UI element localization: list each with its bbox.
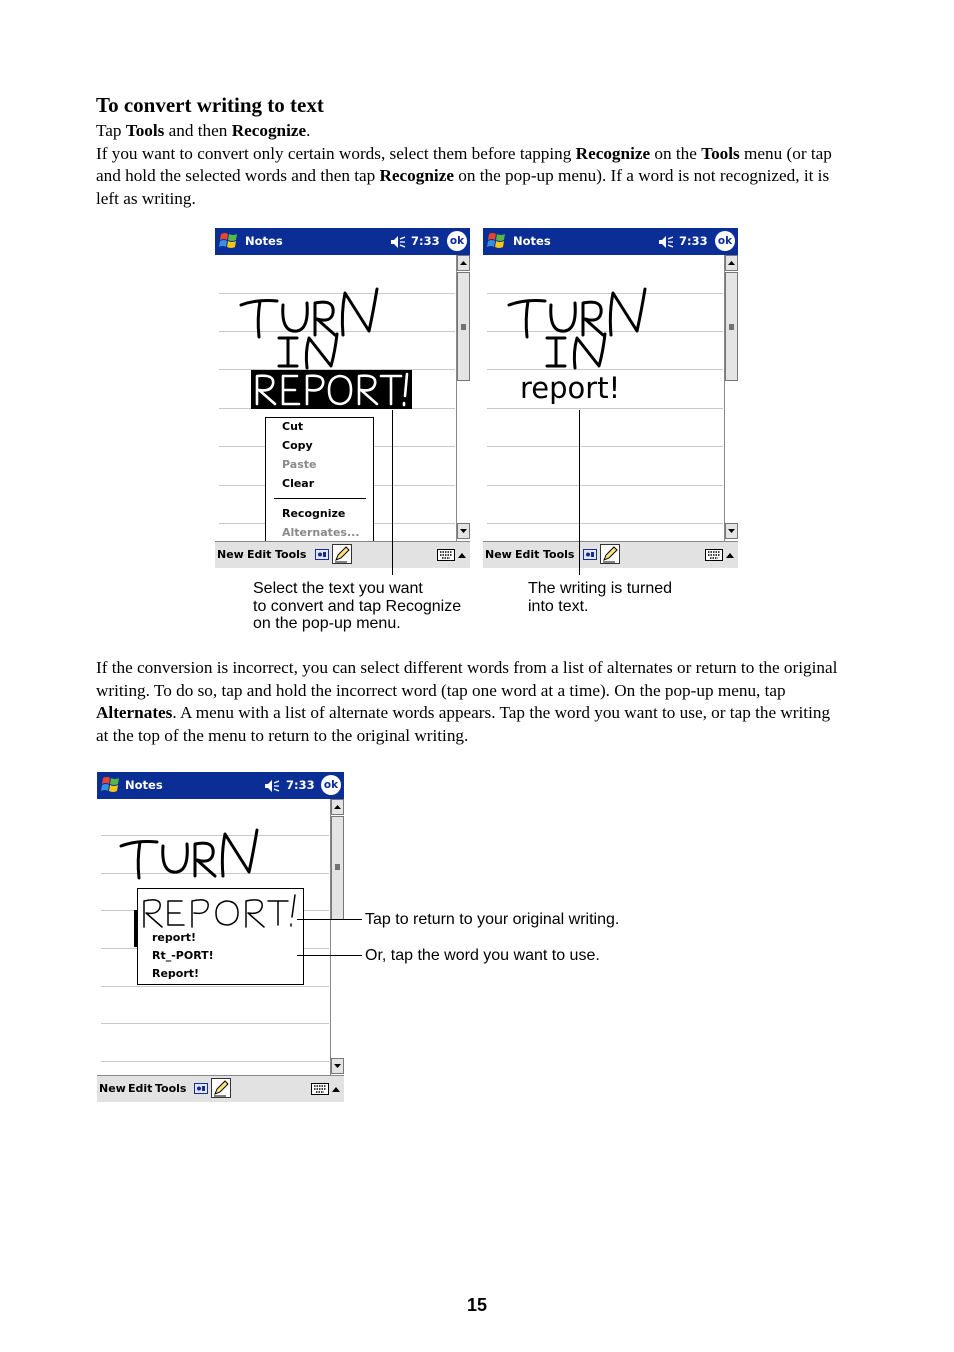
ruled-line <box>101 1023 329 1024</box>
input-selector-arrow-icon[interactable] <box>725 551 735 559</box>
speaker-icon[interactable] <box>390 235 406 249</box>
scroll-up-button[interactable] <box>457 255 470 271</box>
grip-icon <box>726 273 737 380</box>
page-number: 15 <box>466 1295 488 1315</box>
intro-paragraph <box>96 120 856 211</box>
title-bar <box>483 228 738 255</box>
screen-alternates <box>97 772 344 1102</box>
scroll-down-arrow-icon <box>332 1059 343 1073</box>
clock-time[interactable]: 7:33 <box>411 234 440 248</box>
menu-new[interactable]: New <box>485 548 512 561</box>
ruled-line <box>487 446 723 447</box>
scroll-thumb[interactable] <box>457 272 470 381</box>
menu-item-clear[interactable]: Clear <box>282 477 315 490</box>
leader-line <box>579 410 580 575</box>
handwriting-report-selected <box>251 370 412 409</box>
grip-icon <box>458 273 469 380</box>
selected-word-highlight[interactable] <box>251 370 412 409</box>
menu-separator <box>274 498 366 499</box>
menu-item-paste: Paste <box>282 458 317 471</box>
vertical-scrollbar[interactable] <box>330 799 344 1075</box>
screen-recognized-text <box>483 228 738 568</box>
title-bar <box>215 228 470 255</box>
scroll-down-arrow-icon <box>458 524 469 538</box>
callout-choose-word: Or, tap the word you want to use. <box>365 947 600 964</box>
alternates-paragraph: If the conversion is incorrect, you can select different words from a list of alternates or return to the original writing. To do so, tap and hold the incorrect word (tap one word at a time). On the pop-up menu, tap Alternates. A menu with a list of alternate words appears. Tap the word you want to use, or tap the writing at the top of the menu to return to the original writing. <box>96 658 838 746</box>
pen-icon <box>333 545 351 563</box>
clock-time[interactable]: 7:33 <box>286 778 315 792</box>
pen-icon <box>212 1079 230 1097</box>
menu-new[interactable]: New <box>99 1082 126 1095</box>
section-heading: To convert writing to text <box>96 93 324 117</box>
alternate-item[interactable]: Report! <box>152 967 200 980</box>
vertical-scrollbar[interactable] <box>724 255 738 541</box>
scroll-up-arrow-icon <box>332 800 343 814</box>
menu-edit[interactable]: Edit <box>247 548 272 561</box>
handwriting-report-original <box>140 891 300 931</box>
callout-line-1 <box>297 919 362 920</box>
popup-menu <box>265 417 374 543</box>
scroll-down-button[interactable] <box>331 1058 344 1074</box>
recording-icon[interactable] <box>583 549 597 560</box>
ok-button[interactable]: ok <box>321 775 341 795</box>
scroll-up-button[interactable] <box>725 255 738 271</box>
caption-select-text: Select the text you want to convert and tap Recognize on the pop-up menu. <box>253 580 462 632</box>
keyboard-icon[interactable] <box>437 549 455 561</box>
input-selector-arrow-icon[interactable] <box>331 1085 341 1093</box>
windows-start-icon[interactable] <box>217 231 241 252</box>
menu-edit[interactable]: Edit <box>128 1082 153 1095</box>
app-title: Notes <box>513 234 551 248</box>
windows-start-icon[interactable] <box>485 231 509 252</box>
menu-tools[interactable]: Tools <box>543 548 575 561</box>
menu-tools[interactable]: Tools <box>275 548 307 561</box>
recognized-text[interactable]: report! <box>520 371 621 405</box>
ruled-line <box>487 408 723 409</box>
scroll-down-arrow-icon <box>726 524 737 538</box>
handwriting-turn <box>115 824 265 890</box>
ok-button[interactable]: ok <box>715 231 735 251</box>
pen-icon <box>601 545 619 563</box>
intro-line-2: If you want to convert only certain words, select them before tapping Recognize on the Tools menu (or tap and hold the selected words and then tap Recognize on the pop-up menu). If a word is not recognized, it is left as writing. <box>96 143 832 209</box>
scroll-up-arrow-icon <box>726 256 737 270</box>
menu-edit[interactable]: Edit <box>515 548 540 561</box>
scroll-up-arrow-icon <box>458 256 469 270</box>
handwriting-in <box>275 332 345 372</box>
pen-button[interactable] <box>332 544 352 564</box>
ruled-line <box>101 1061 329 1062</box>
ok-button[interactable]: ok <box>447 231 467 251</box>
intro-line-1: Tap Tools and then Recognize. <box>96 121 311 140</box>
speaker-icon[interactable] <box>658 235 674 249</box>
title-bar <box>97 772 344 799</box>
pen-button[interactable] <box>211 1078 231 1098</box>
keyboard-icon[interactable] <box>705 549 723 561</box>
app-title: Notes <box>245 234 283 248</box>
menu-bar <box>215 541 470 568</box>
recording-icon[interactable] <box>315 549 329 560</box>
ruled-line <box>101 986 329 987</box>
menu-item-copy[interactable]: Copy <box>282 439 313 452</box>
ruled-line <box>487 523 723 524</box>
ruled-line <box>487 485 723 486</box>
vertical-scrollbar[interactable] <box>456 255 470 541</box>
grip-icon <box>332 817 343 919</box>
scroll-down-button[interactable] <box>725 523 738 539</box>
menu-bar <box>97 1075 344 1102</box>
app-title: Notes <box>125 778 163 792</box>
scroll-down-button[interactable] <box>457 523 470 539</box>
menu-item-cut[interactable]: Cut <box>282 420 304 433</box>
alternate-item[interactable]: Rt_-PORT! <box>152 949 214 962</box>
menu-item-alternates: Alternates... <box>282 526 360 539</box>
caption-writing-turned: The writing is turned into text. <box>528 580 673 615</box>
leader-line <box>392 410 393 575</box>
windows-start-icon[interactable] <box>99 775 123 796</box>
alternate-item[interactable]: report! <box>152 931 197 944</box>
menu-item-recognize[interactable]: Recognize <box>282 507 346 520</box>
keyboard-icon[interactable] <box>311 1083 329 1095</box>
original-writing-option[interactable] <box>140 891 300 931</box>
scroll-up-button[interactable] <box>331 799 344 815</box>
speaker-icon[interactable] <box>264 779 280 793</box>
pen-button[interactable] <box>600 544 620 564</box>
callout-original-writing: Tap to return to your original writing. <box>365 911 620 928</box>
clock-time[interactable]: 7:33 <box>679 234 708 248</box>
scroll-thumb[interactable] <box>331 816 344 920</box>
menu-tools[interactable]: Tools <box>155 1082 187 1095</box>
handwriting-in <box>543 332 613 372</box>
alternates-popup-menu <box>137 888 304 985</box>
input-selector-arrow-icon[interactable] <box>457 551 467 559</box>
scroll-thumb[interactable] <box>725 272 738 381</box>
menu-bar <box>483 541 738 568</box>
recording-icon[interactable] <box>194 1083 208 1094</box>
screen-select-text <box>215 228 470 568</box>
menu-new[interactable]: New <box>217 548 244 561</box>
callout-line-2 <box>297 955 362 956</box>
